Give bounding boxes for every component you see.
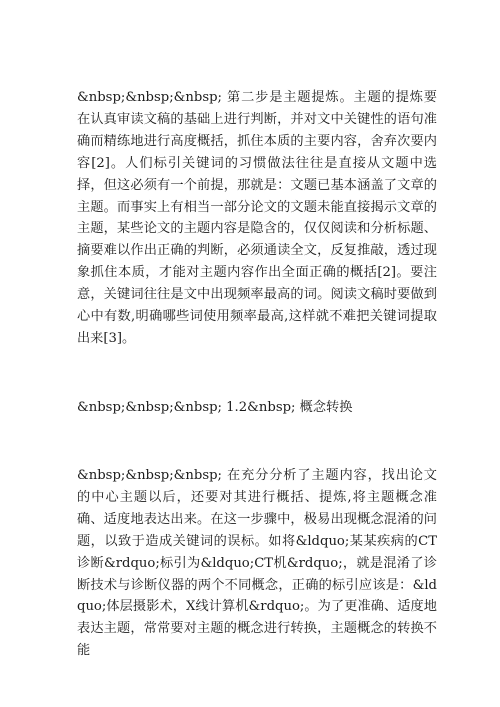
section-heading-concept-conversion: &nbsp;&nbsp;&nbsp; 1.2&nbsp; 概念转换 — [77, 400, 353, 415]
paragraph-theme-refinement: &nbsp;&nbsp;&nbsp; 第二步是主题提炼。主题的提炼要在认真审读文稿的基础上进行判断，并对文中关键性的语句准确而精练地进行高度概括，抓住本质的主要内容，舍弃次要内容[2]。人们标引关键词的习惯做法往往是直接从文题中选择，但这必须有一个前提，那就是：文题已基本涵盖了文章的主题。而事实上有相当一部分论文的文题未能直接揭示文章的主题，某些论文的主题内容是隐含的，仅仅阅读和分析标题、摘要难以作出正确的判断，必须通读全文，反复推敲，透过现象抓住本质，才能对主题内容作出全面正确的概括[2]。要注意，关键词往往是文中出现频率最高的词。阅读文稿时要做到心中有数,明确哪些词使用频率最高,这样就不难把关键词提取出来[3]。 — [77, 90, 437, 346]
paragraph-concept-conversion: &nbsp;&nbsp;&nbsp; 在充分分析了主题内容，找出论文的中心主题以后，还要对其进行概括、提炼,将主题概念准确、适度地表达出来。在这一步骤中，极易出现概念混淆的问题，以致于造成关键词的误标。如将&ldquo;某某疾病的CT诊断&rdquo;标引为&ldquo;CT机&rdquo;，就是混淆了诊断技术与诊断仪器的两个不同概念，正确的标引应该是：&ldquo;体层摄影术，X线计算机&rdquo;。为了更准确、适度地表达主题，常常要对主题的概念进行转换，主题概念的转换不能 — [77, 468, 437, 659]
